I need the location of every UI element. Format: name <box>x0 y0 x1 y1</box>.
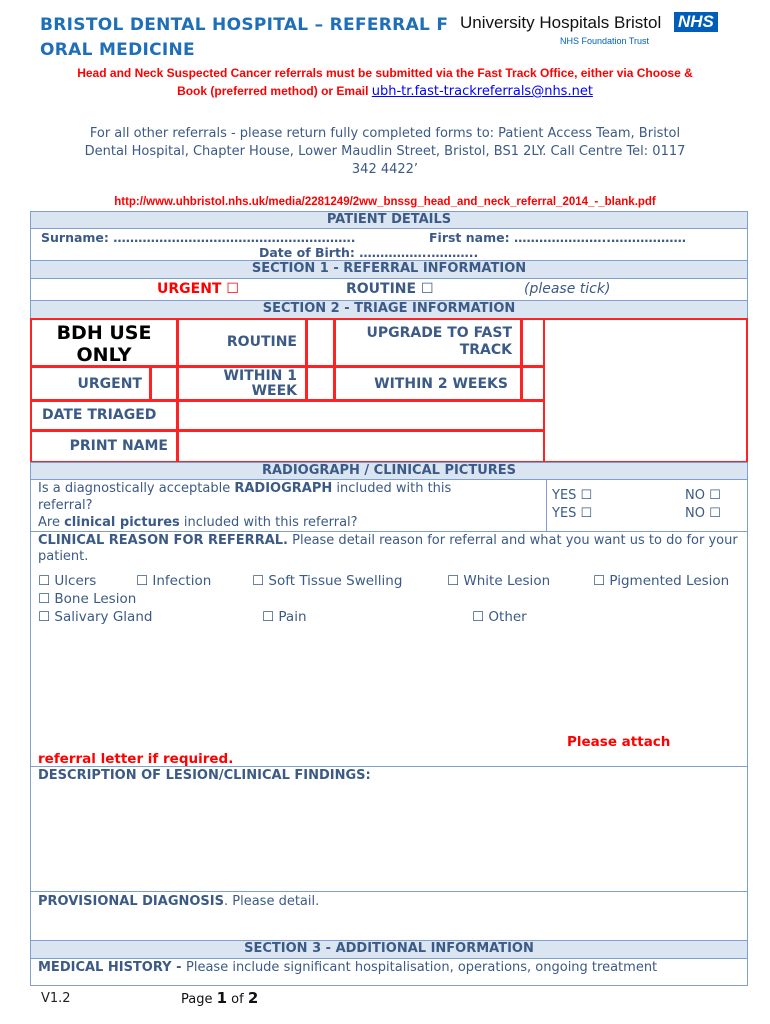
provisional-text: . Please detail. <box>224 894 320 909</box>
triage-urgent-label: URGENT <box>30 366 151 401</box>
q2-text-end: included with this referral? <box>179 515 358 530</box>
page-number <box>181 989 258 1007</box>
option-pain[interactable]: ☐ Pain <box>262 609 307 625</box>
page-prefix: Page <box>181 992 217 1007</box>
logo-subtitle: NHS Foundation Trust <box>560 36 650 46</box>
option-bone-lesion[interactable]: ☐ Bone Lesion <box>38 591 137 607</box>
triage-within2-label: WITHIN 2 WEEKS <box>334 366 522 401</box>
radiograph-no[interactable]: NO ☐ <box>685 488 721 503</box>
page-current: 1 <box>216 989 228 1007</box>
radiograph-yes[interactable]: YES ☐ <box>552 488 593 503</box>
routine-checkbox[interactable]: ROUTINE ☐ <box>346 281 434 297</box>
patient-details-row <box>30 228 748 261</box>
medical-history-label: MEDICAL HISTORY - <box>38 960 187 975</box>
triage-upgrade-box[interactable] <box>521 318 545 367</box>
triage-within2-box[interactable] <box>521 366 545 401</box>
patient-details-header: PATIENT DETAILS <box>30 211 748 229</box>
option-ulcers[interactable]: ☐ Ulcers <box>38 573 97 589</box>
q1-bold: RADIOGRAPH <box>234 481 333 496</box>
option-other[interactable]: ☐ Other <box>472 609 527 625</box>
option-soft-tissue-swelling[interactable]: ☐ Soft Tissue Swelling <box>252 573 403 589</box>
option-salivary-gland[interactable]: ☐ Salivary Gland <box>38 609 153 625</box>
provisional-diagnosis-box[interactable] <box>30 891 748 941</box>
please-tick-note: (please tick) <box>524 281 611 297</box>
nhs-badge: NHS <box>674 12 718 32</box>
attach-note-2: referral letter if required. <box>38 751 234 767</box>
version-label: V1.2 <box>41 991 71 1006</box>
clinical-reason-box <box>30 531 748 767</box>
triage-urgent-box[interactable] <box>150 366 178 401</box>
return-line3: 342 4422’ <box>351 162 419 177</box>
fast-track-email-link[interactable]: ubh-tr.fast-trackreferrals@nhs.net <box>371 84 593 99</box>
page-of: of <box>227 992 248 1007</box>
fast-track-notice <box>20 64 750 101</box>
print-name-field[interactable] <box>177 430 545 463</box>
medical-history-text: Please include significant hospitalisation, operations, ongoing treatment <box>186 960 658 975</box>
triage-routine-label: ROUTINE <box>177 318 307 367</box>
description-label: DESCRIPTION OF LESION/CLINICAL FINDINGS: <box>38 768 371 783</box>
triage-routine-box[interactable] <box>306 318 335 367</box>
referral-type-row <box>30 278 748 301</box>
medical-history-box[interactable] <box>30 958 748 986</box>
section2-header: SECTION 2 - TRIAGE INFORMATION <box>30 300 748 319</box>
notice-line1: Head and Neck Suspected Cancer referrals must be submitted via the Fast Track Office, either via Choose & <box>77 66 693 80</box>
q2-bold: clinical pictures <box>64 515 180 530</box>
print-name-label: PRINT NAME <box>30 430 178 463</box>
return-line2: Dental Hospital, Chapter House, Lower Maudlin Street, Bristol, BS1 2LY. Call Centre Tel: 0117 <box>84 144 686 159</box>
clinical-reason-text: Please detail reason for referral and what you want us to do for your patient. <box>38 533 738 564</box>
attach-note-1: Please attach <box>567 734 671 750</box>
description-box[interactable] <box>30 766 748 892</box>
bdh-use-only: BDH USE ONLY <box>30 318 178 367</box>
section1-header: SECTION 1 - REFERRAL INFORMATION <box>30 260 748 279</box>
return-line1: For all other referrals - please return fully completed forms to: Patient Access Team, Bristol <box>89 126 681 141</box>
radiograph-header: RADIOGRAPH / CLINICAL PICTURES <box>30 462 748 480</box>
option-pigmented-lesion[interactable]: ☐ Pigmented Lesion <box>593 573 730 589</box>
nhs-logo <box>458 10 748 48</box>
page-total: 2 <box>247 989 259 1007</box>
surname-field[interactable]: Surname: …………………………………………………. <box>41 230 356 245</box>
notice-line2: Book (preferred method) or Email <box>177 84 372 98</box>
logo-name: University Hospitals Bristol <box>460 13 662 32</box>
first-name-field[interactable]: First name: …………………..……………… <box>429 230 686 245</box>
clinical-reason-label: CLINICAL REASON FOR REFERRAL. <box>38 533 288 548</box>
q1-text-end: included with this referral? <box>38 481 452 513</box>
q1-text: Is a diagnostically acceptable <box>38 481 235 496</box>
triage-upgrade-label: UPGRADE TO FAST TRACK <box>334 318 522 367</box>
return-info <box>30 125 740 179</box>
date-triaged-field[interactable] <box>177 400 545 431</box>
form-url: http://www.uhbristol.nhs.uk/media/2281249/2ww_bnssg_head_and_neck_referral_2014_-_blank.pdf <box>114 196 656 208</box>
option-white-lesion[interactable]: ☐ White Lesion <box>447 573 551 589</box>
q2-text: Are <box>38 515 65 530</box>
form-title-line1: BRISTOL DENTAL HOSPITAL – REFERRAL F <box>40 15 449 35</box>
radiograph-answers <box>546 479 748 532</box>
provisional-label: PROVISIONAL DIAGNOSIS <box>38 894 224 909</box>
radiograph-questions <box>30 479 547 532</box>
pictures-yes[interactable]: YES ☐ <box>552 506 593 521</box>
urgent-checkbox[interactable]: URGENT ☐ <box>157 281 239 297</box>
dob-field[interactable]: Date of Birth: ……………..……….. <box>259 245 479 260</box>
option-infection[interactable]: ☐ Infection <box>136 573 212 589</box>
section3-header: SECTION 3 - ADDITIONAL INFORMATION <box>30 940 748 959</box>
date-triaged-label: DATE TRIAGED <box>30 400 178 431</box>
triage-within1-box[interactable] <box>306 366 335 401</box>
pictures-no[interactable]: NO ☐ <box>685 506 721 521</box>
triage-within1-label: WITHIN 1 WEEK <box>177 366 307 401</box>
form-title-line2: ORAL MEDICINE <box>40 40 195 60</box>
